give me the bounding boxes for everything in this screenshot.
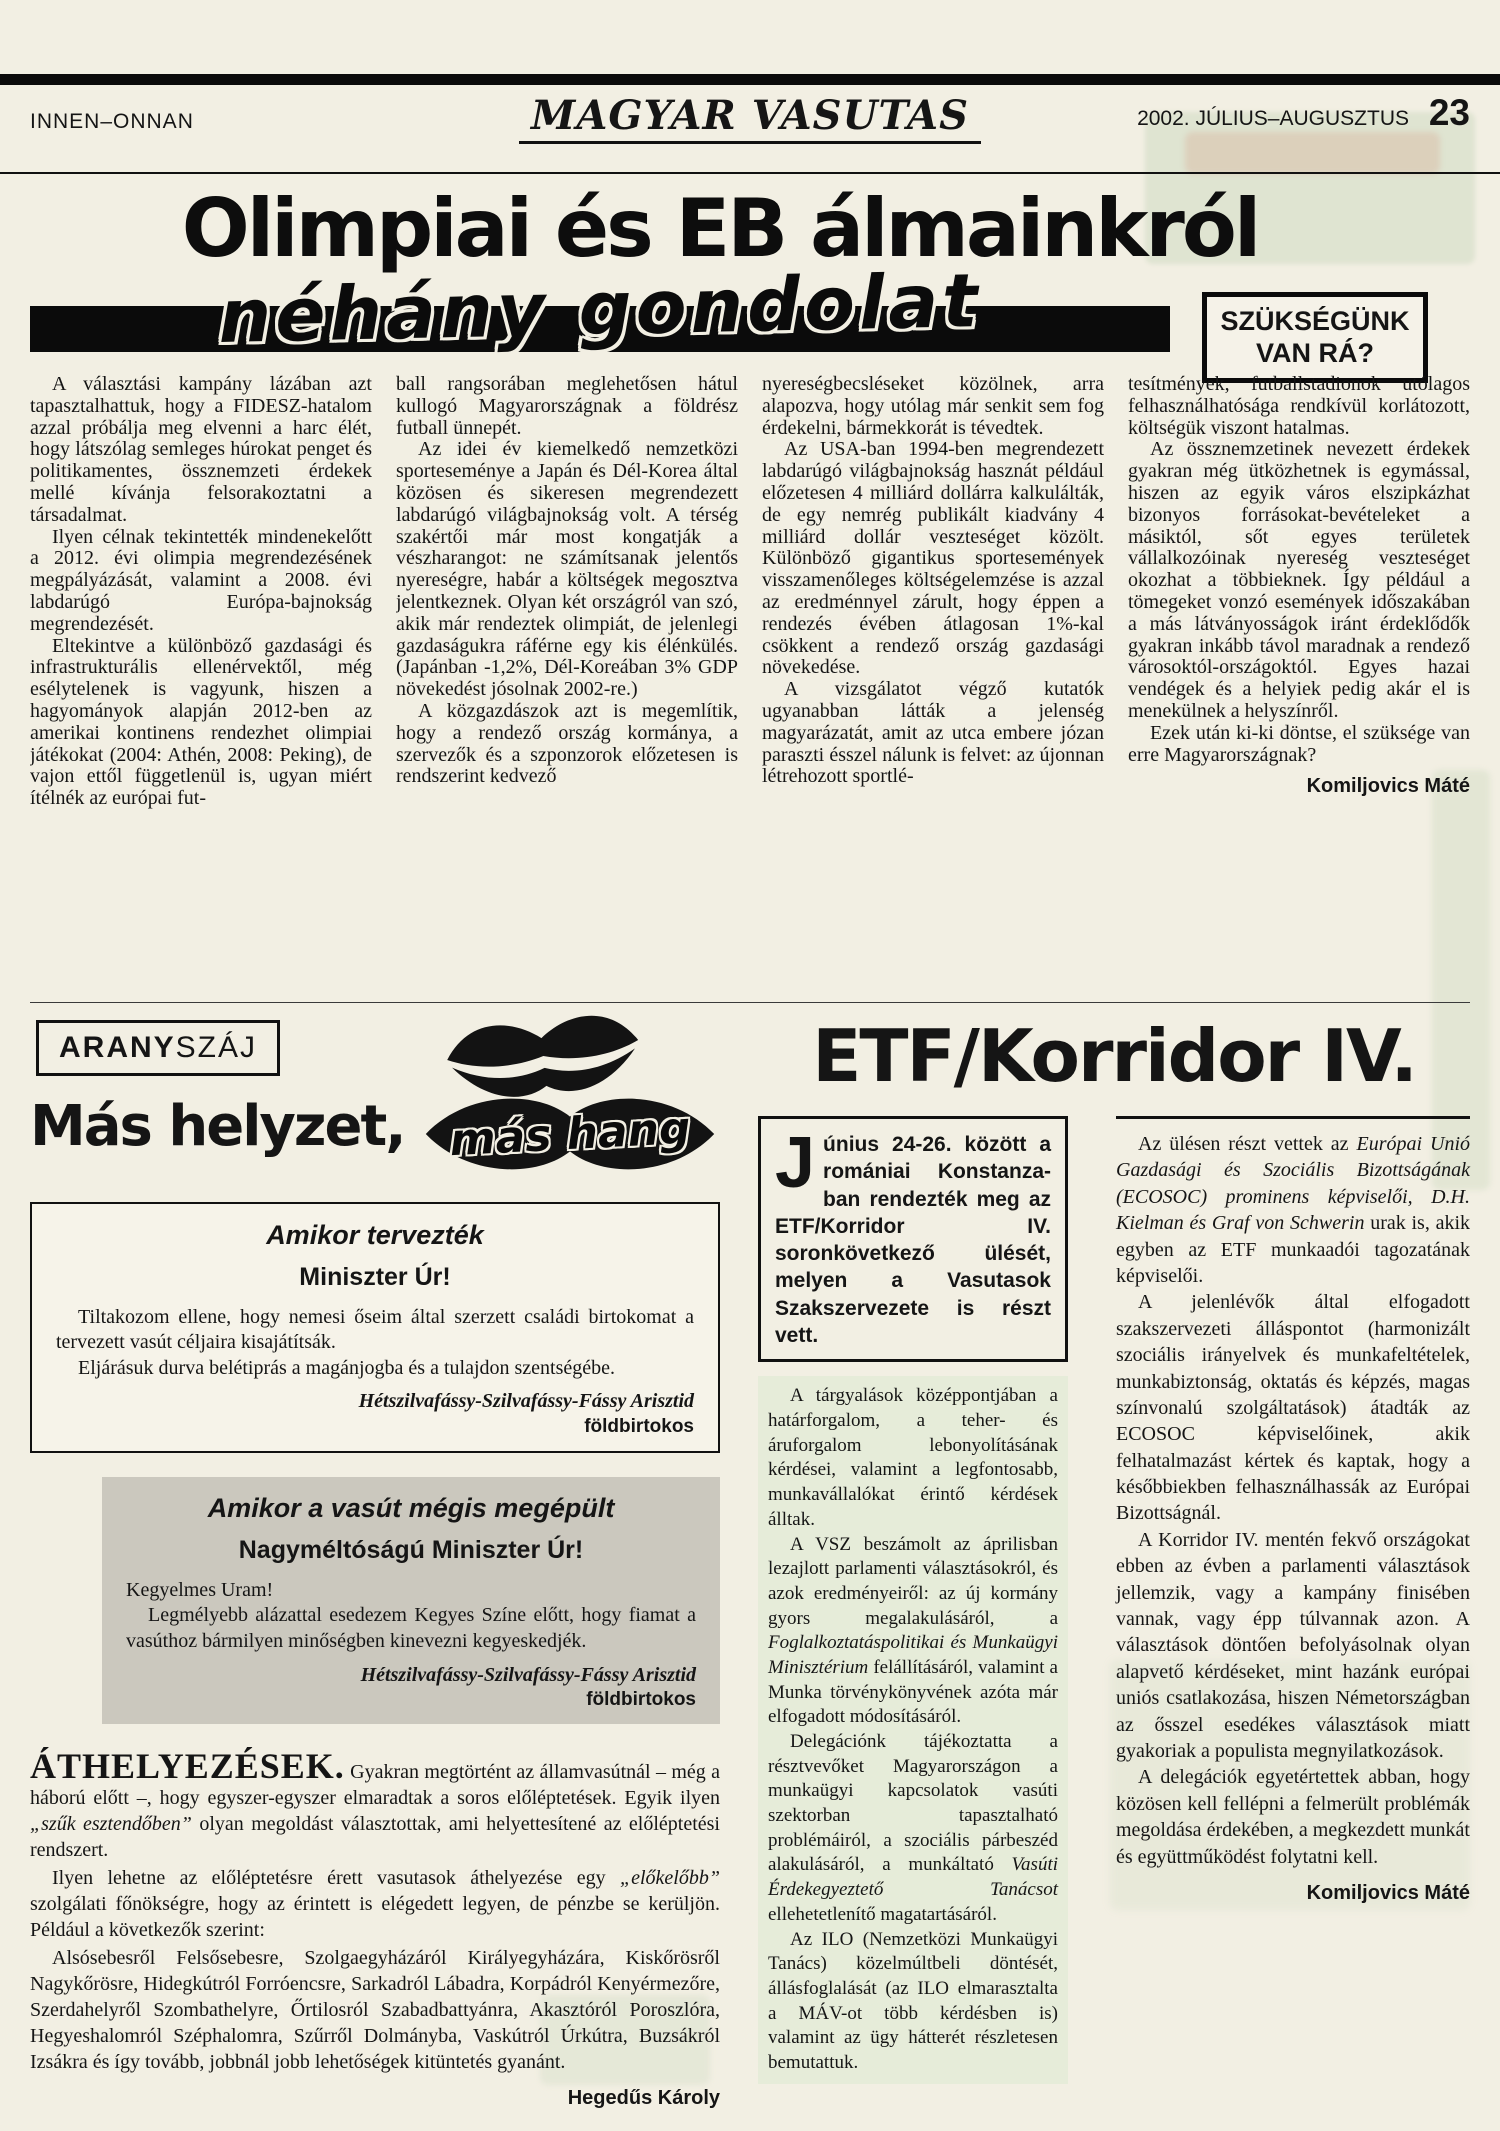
athelyezesek-byline: Hegedűs Károly [567, 2087, 720, 2110]
paragraph: Ilyen célnak tekintették mindenekelőtt a 2012. évi olimpia megrendezésének megpályázását, valamint a 2008. évi labdarúgó Európa-bajnokság megrendezését. [30, 525, 372, 635]
letter-heading: Amikor tervezték [266, 1220, 484, 1250]
page-number: 23 [1428, 92, 1470, 133]
text-run: felállításáról, valamint a Munka törvénykönyvének azóta már elfogadott módosításáról. [768, 1656, 1058, 1728]
paragraph: Legmélyebb alázattal esedezem Kegyes Színe előtt, hogy fiamat a vasúthoz bármilyen minőségben kinevezni kegyeskedjék. [126, 1604, 696, 1652]
letter-salutation-heading: Nagyméltóságú Miniszter Úr! [238, 1535, 584, 1564]
aranyszaj-label-light: SZÁJ [175, 1031, 258, 1064]
page-header [30, 92, 1470, 144]
text-run-italic: „szűk esztendőben” [30, 1813, 192, 1836]
aranyszaj-label-bold: ARANY [59, 1031, 176, 1064]
paragraph: Az ILO (Nemzetközi Munkaügyi Tanács) közelmúltbeli döntését, állásfoglalását (az ILO elmarasztalta a MÁV-ot több kérdésben is) valamint az ügy hátterét részletesen bemutattuk. [768, 1928, 1058, 2073]
article-column-1 [30, 374, 372, 1002]
etf-byline: Komiljovics Máté [1306, 1881, 1470, 1904]
etf-intro-box [758, 1116, 1068, 1362]
paragraph [30, 1748, 720, 1863]
letter-signature: Hétszilvafássy-Szilvafássy-Fássy Arisztid [358, 1390, 694, 1413]
athelyezesek-title: ÁTHELYEZÉSEK. [30, 1746, 345, 1787]
text-run: Delegációnk tájékoztatta a résztvevőket Magyarországon a munkaügyi kapcsolatok vasúti szektorban tapasztalható problémáiról, a szociális párbeszéd alakulásáról, a munkáltató [768, 1731, 1058, 1876]
issue-date: 2002. JÚLIUS–AUGUSZTUS [1137, 107, 1409, 130]
letter-box-1 [30, 1202, 720, 1453]
etf-section [758, 1014, 1470, 2084]
kicker-line-1: SZÜKSÉGÜNK [1220, 306, 1410, 336]
section-divider-rule [30, 1002, 1470, 1003]
article-byline: Komiljovics Máté [1306, 775, 1470, 798]
letter-salutation-heading: Miniszter Úr! [299, 1262, 451, 1291]
text-run: Gyakran megtörtént az államvasútnál – még a háború előtt –, hogy egyszer-egyszer elmaradtak a soros előléptetések. Egyik ilyen [30, 1761, 720, 1810]
subhead-stylized: néhány gondolat [217, 258, 983, 360]
article-column-4 [1128, 374, 1470, 1002]
paragraph [1116, 1131, 1470, 1289]
paragraph: A delegációk egyetértettek abban, hogy közösen kell fellépni a felmerült problémák megoldása érdekében, a megkezdett munkát és együttműködést folytatni kell. [1116, 1766, 1470, 1868]
paragraph: A tárgyalások középpontjában a határforgalom, a teher- és áruforgalom lebonyolításának kérdései, valamint a legfontosabb, munkavállalókat érintő kérdések álltak. [768, 1385, 1058, 1530]
etf-column-1 [758, 1116, 1068, 2084]
text-run: urak is, akik egyben az ETF munkaadói tagozatának képviselői. [1116, 1212, 1471, 1287]
article-column-2 [396, 374, 738, 1002]
paragraph: A vizsgálatot végző kutatók ugyanabban látták a jelenség magyarázatát, amit az utca embere józan paraszti ésszel nálunk is felvet: az újonnan létrehozott sportlé- [762, 678, 1104, 788]
paragraph: A közgazdászok azt is megemlítik, hogy a rendező ország kormánya, a szervezők és a szponzorok előzetesen is rendszerint kedvező [396, 699, 738, 788]
etf-column-2 [1116, 1116, 1470, 2084]
text-run: olyan megoldást választottak, ami helyettesítené az előléptetési rendszert. [30, 1813, 720, 1862]
top-rule-bar [0, 74, 1500, 85]
main-headline: Olimpiai és EB álmainkról [181, 182, 1259, 275]
etf-body-tinted [758, 1376, 1068, 2083]
article-column-3 [762, 374, 1104, 1002]
letter-signature-title: földbirtokos [586, 1689, 696, 1711]
text-run: A VSZ beszámolt az áprilisban lezajlott parlamenti választásokról, és azok eredményeiről: az új kormány gyors megalakulásáról, a [768, 1533, 1058, 1629]
paragraph [768, 1730, 1058, 1928]
mas-helyzet-row [30, 1094, 720, 1190]
letter-heading: Amikor a vasút mégis megépült [207, 1493, 615, 1524]
issue-info [1020, 92, 1470, 144]
etf-intro-text: únius 24-26. között a romániai Konstanza-ban rendezték meg az ETF/Korridor IV. soronkövetkező ülését, melyen a Vasutasok Szakszervezete is részt vett. [775, 1133, 1051, 1348]
letter-box-2 [102, 1477, 720, 1724]
paragraph: A választási kampány lázában azt tapasztalhattuk, hogy a FIDESZ-hatalom azzal próbálja meg elvenni a harc élét, hogy látszólag semleges húrokat penget és politikamentes, össznemzeti érdekek mellé kívánja felsorakoztatni a társadalmat. [30, 374, 372, 526]
paragraph: Az idei év kiemelkedő nemzetközi sporteseménye a Japán és Dél-Korea által közösen és sikeresen megrendezett labdarúgó világbajnokság volt. A térség szakértői már most kongatják a vészharangot: ne számítsanak jelentős nyereségre, habár a költségek megosztva jelentkeznek. Olyan két országról van szó, akik már rendeztek olimpiát, de jelenlegi gazdaságukra ráférne egy kis élénkülés. (Japánban -1,2%, Dél-Koreában 3% GDP növekedést jósolnak 2002-re.) [396, 438, 738, 701]
text-run: ellehetetlenítő magatartásáról. [768, 1903, 997, 1925]
mas-hang-stylized [420, 1084, 720, 1184]
text-run: szolgálati főnökségre, hogy az érintett is elégedett legyen, de pénzbe se kerüljön. Például a következők szerint: [30, 1893, 720, 1942]
text-run: Ilyen lehetne az előléptetésre érett vasutasok áthelyezése egy [52, 1867, 620, 1890]
kicker-box [1202, 292, 1428, 383]
mas-hang-text: más hang [448, 1102, 692, 1166]
etf-headline: ETF/Korridor IV. [812, 1014, 1416, 1098]
kicker-line-2: VAN RÁ? [1256, 338, 1374, 369]
masthead-wrap [480, 92, 1020, 144]
paragraph: A Korridor IV. mentén fekvő országokat ebben az évben a parlamenti választások jellemzik, vagy a kampány finisében vannak, vagy épp túlvannak azon. A választások döntően befolyásolnak olyan alapvető kérdéseket, mint hazánk európai uniós csatlakozása, hiszen Németországban az ősszel esedékes választások miatt gyakoriak a populista megnyilatkozások. [1116, 1528, 1470, 1762]
paragraph: tesítmények, futballstadionok utólagos felhasználhatósága rendkívül korlátozott, költségük viszont hatalmas. [1128, 374, 1470, 439]
paragraph: Az USA-ban 1994-ben megrendezett labdarúgó világbajnokság hasznát például előzetesen 4 milliárd dollárra kalkulálták, de egy nemrég publikált kiadvány 4 milliárd dollár veszteséget közölt. Különböző gigantikus sportesemények visszamenőleges költségelemzése is azzal az eredménnyel zárult, hogy éppen a rendezés évében átlagosan 1%-kal csökkent a rendező ország gazdasági növekedése. [762, 438, 1104, 679]
athelyezesek-article [30, 1748, 720, 2111]
paragraph: Tiltakozom ellene, hogy nemesi őseim által szerzett családi birtokomat a tervezett vasút céljaira kisajátítsák. [56, 1305, 694, 1354]
bottom-left-section [30, 1014, 720, 2111]
olimpia-article [30, 374, 1470, 1002]
paragraph: ball rangsorában meglehetősen hátul kullogó Magyarországnak a földrész futball ünnepét. [396, 374, 738, 439]
text-run-italic: Foglalkoztatáspolitikai és Munkaügyi Minisztérium [768, 1632, 1058, 1678]
aranyszaj-box [36, 1020, 280, 1076]
paragraph: Az össznemzetinek nevezett érdekek gyakran még ütközhetnek is egymással, hiszen az egyik város elszipkázhat bizonyos forrásokat-bevételeket a másiktól, sőt egyes területek vállalkozóinak nyereség veszteséget okozhat a többieknek. Így például a tömegeket vonzó események időszakában a más látványosságok iránt érdeklődők gyakran inkább távol maradnak a rendező városoktól-országoktól. Egyes hazai vendégek és a helyiek pedig akár el is menekülnek a helyszínről. [1128, 438, 1470, 722]
letter-salutation: Kegyelmes Uram! [126, 1578, 274, 1601]
section-label: INNEN–ONNAN [30, 110, 194, 133]
header-rule [0, 172, 1500, 174]
text-run-italic: Európai Unió Gazdasági és Szociális Bizottságának (ECOSOC) prominens képviselői, D.H. Kielman és Graf von Schwerin [1116, 1133, 1470, 1235]
paragraph: Ezek után ki-ki döntse, el szüksége van erre Magyarországnak? [1128, 721, 1470, 766]
paragraph: nyereségbecsléseket közölnek, arra alapozva, hogy utólag már senkit sem fog érdekelni, bármekkorát is tévedtek. [762, 374, 1104, 439]
text-run-italic: „előkelőbb” [620, 1867, 720, 1890]
text-run-italic: Vasúti Érdekegyeztető Tanácsot [768, 1854, 1058, 1901]
letter-signature-title: földbirtokos [584, 1415, 694, 1437]
letter-signature: Hétszilvafássy-Szilvafássy-Fássy Arisztid [360, 1663, 696, 1686]
paragraph: A jelenlévők által elfogadott szakszervezeti álláspontot (harmonizált szociális irányelvek és munkafeltételek, munkabiztonság, oktatás és képzés, magas színvonalú szolgáltatások) átadták az ECOSOC képviselőinek, akik felhatalmazást kértek és kaptak, hogy a későbbiekben felhasználhassák az Európai Bizottságnál. [1116, 1291, 1470, 1525]
text-run: Az ülésen részt vettek az [1138, 1133, 1357, 1155]
paragraph: Eljárásuk durva belétiprás a magánjogba és a tulajdon szentségébe. [78, 1356, 616, 1379]
etf-columns [758, 1116, 1470, 2084]
dropcap: J [775, 1123, 816, 1203]
paragraph: Eltekintve a különböző gazdasági és infrastrukturális ellenérvektől, még esélytelenek is vagyunk, hiszen a hagyományok alapján 2012-ben az amerikai kontinens rendezhet olimpiai játékokat (2004: Athén, 2008: Peking), de vajon ettől függetlenül is, ugyan miért ítélnék az európai fut- [30, 634, 372, 810]
mas-helyzet-headline: Más helyzet, [30, 1094, 405, 1159]
paragraph [30, 1865, 720, 1943]
paragraph [768, 1533, 1058, 1731]
masthead: MAGYAR VASUTAS [519, 92, 981, 144]
paragraph: Alsósebesről Felsősebesre, Szolgaegyházáról Királyegyházára, Kiskőrösről Nagykőrösre, Hidegkútról Forróencsre, Sarkadról Lábadra, Korpádról Kenyérmezőre, Szerdahelyről Szombathelyre, Őrtilosról Szabadbattyánra, Akasztóról Poroszlóra, Hegyeshalomról Széphalomra, Szűrről Dolmányba, Vaskútról Úrkútra, Buzsákról Izsákra és így tovább, jobbnál jobb lehetőségek kitüntetés gyanánt. [30, 1947, 720, 2074]
